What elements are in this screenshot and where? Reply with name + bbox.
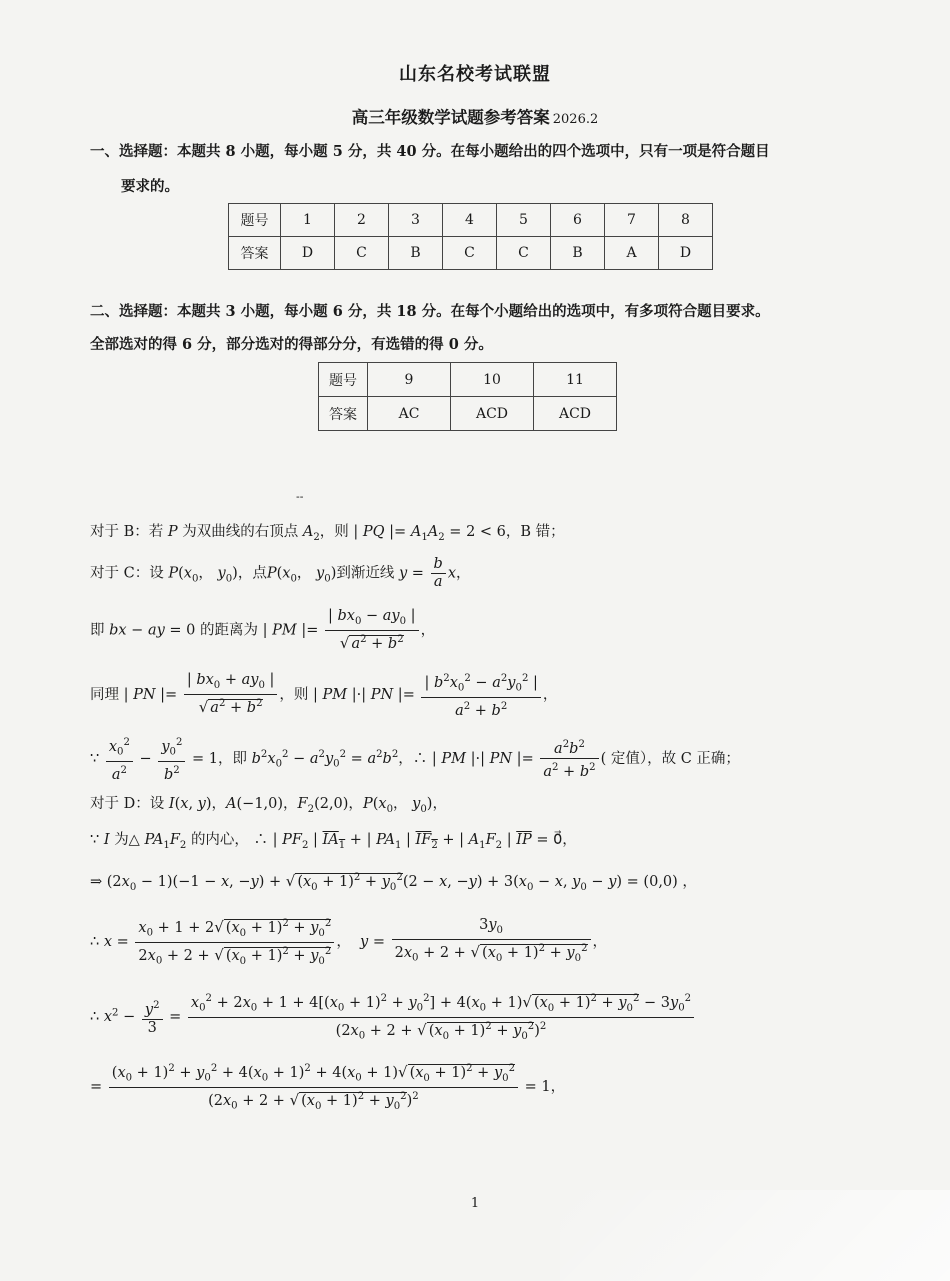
table-cell: 2 xyxy=(335,204,389,237)
table-cell: 8 xyxy=(659,204,713,237)
table-cell: C xyxy=(497,237,551,270)
table-cell: D xyxy=(659,237,713,270)
table-cell: 7 xyxy=(605,204,659,237)
row-label-answer: 答案 xyxy=(319,397,368,431)
title-text: 高三年级数学试题参考答案 xyxy=(351,108,550,127)
stray-mark: -- xyxy=(296,490,304,503)
page-number: 1 xyxy=(470,1196,480,1211)
table-cell: 11 xyxy=(534,363,617,397)
table-cell: 5 xyxy=(497,204,551,237)
section1-heading-cont: 要求的。 xyxy=(121,178,179,195)
table-cell: B xyxy=(551,237,605,270)
table-cell: 1 xyxy=(281,204,335,237)
table-cell: A xyxy=(605,237,659,270)
multi-answer-table xyxy=(318,362,617,431)
section2-heading-cont: 全部选对的得 6 分，部分选对的得部分分，有选错的得 0 分。 xyxy=(90,336,493,353)
solution-line-pn: 同理 | PN |= $\frac{| bx_0 + ay_0 |}{√ a^2 + b^2}$ ，则 | PM |·| PN |= $\frac{| b^2x_0^2 - a^2y_0^2 |}{a^2 + b^2}$ ， xyxy=(90,670,557,720)
table-cell: ACD xyxy=(451,397,534,431)
table-cell: 6 xyxy=(551,204,605,237)
exam-org-title: 山东名校考试联盟 xyxy=(399,64,551,85)
solution-line-constant: ∵ $\frac{x_0^2}{a^2}$ − $\frac{y_0^2}{b^2}$ = 1，即 $b^2x_0^2 - a^2y_0^2 = a^2b^2$，∴ | PM |·| PN |= $\frac{a^2b^2}{a^2 + b^2}$ ( 定值），故 C 正确； xyxy=(90,734,740,784)
section2-heading: 二、选择题：本题共 3 小题，每小题 6 分，共 18 分。在每个小题给出的选项中，有多项符合题目要求。 xyxy=(90,303,770,320)
table-row-questions xyxy=(319,363,617,397)
table-cell: C xyxy=(335,237,389,270)
solution-line-c: 对于 C：设 $P(x_0$， $y_0$)，点$P(x_0$， $y_0$)到渐近线 y = $\frac{b}{a}$ x， xyxy=(90,556,471,590)
solution-line-vector: ⇒ $(2x_0 - 1)(-1 - x$, −y) + √ $(x_0 + 1)^2 + y_0^2(2 - x$, $-y) + 3(x_0 - x$, $y_0 - y) = (0,0)$ ， xyxy=(90,872,697,893)
solution-line-b: 对于 B：若 P 为双曲线的右顶点 $A_2$，则 | PQ |= $A_1A_2 = 2 < 6$，B 错； xyxy=(90,524,565,543)
table-cell: ACD xyxy=(534,397,617,431)
answer-key-title xyxy=(0,104,950,128)
solution-line-distance: 即 bx − ay = 0 的距离为 | PM |= $\frac{| bx_0 - ay_0 |}{√ a^2 + b^2}$ ， xyxy=(90,608,436,652)
solution-line-expand: ∴ $x^2$ − $\frac{y^2}{3}$ = $x_0^2 + 2x_0 + 1 + 4[(x_0 + 1)^2 + y_0^2] + 4(x_0 + 1)√$ $(x_0 + 1)^2 + y_0^2 - 3y_0^2$ ($2x_0 + 2$ + √ $(x_0 + 1)^2 + y_0^2)^2$ xyxy=(90,990,696,1044)
row-label-question: 题号 xyxy=(319,363,368,397)
solution-line-result: = $\frac{(x_0 + 1)^2 + y_0^2 + 4(x_0 + 1)^2 + 4(x_0 + 1)√ (x_0 + 1)^2 + y_0^2}{(2x_0 + 2 + √ (x_0 + 1)^2 + y_0^2)^2}$ = 1， xyxy=(90,1060,565,1114)
section1-heading: 一、选择题：本题共 8 小题，每小题 5 分，共 40 分。在每小题给出的四个选项中，只有一项是符合题目 xyxy=(90,143,770,160)
mc-answer-table xyxy=(228,203,713,270)
exam-date: 2026.2 xyxy=(552,112,599,127)
table-cell: 4 xyxy=(443,204,497,237)
table-cell: B xyxy=(389,237,443,270)
solution-line-d: 对于 D：设 I(x, y)，A(−1,0)，$F_2(2,0)$，$P(x_0$， $y_0$)， xyxy=(90,796,447,815)
row-label-question: 题号 xyxy=(229,204,281,237)
table-cell: 10 xyxy=(451,363,534,397)
table-row-answers xyxy=(319,397,617,431)
solution-line-xy: ∴ x = $\frac{x_0 + 1 + 2√ (x_0 + 1)^2 + y_0^2}{2x_0 + 2 + √ (x_0 + 1)^2 + y_0^2}$ ， y = $\frac{3y_0}{2x_0 + 2 + √ (x_0 + 1)^2 + y_0^2}$ ， xyxy=(90,915,607,969)
table-row-questions xyxy=(229,204,713,237)
table-cell: AC xyxy=(368,397,451,431)
row-label-answer: 答案 xyxy=(229,237,281,270)
table-cell: 3 xyxy=(389,204,443,237)
table-row-answers xyxy=(229,237,713,270)
solution-line-incenter: ∵ I 为△ $PA_1F_2$ 的内心， ∴ | $PF_2$ | $IA_1$ + | $PA_1$ | $IF_2$ + | $A_1F_2$ | $\overline{IP}$ = 0⃗， xyxy=(90,832,577,851)
table-cell: D xyxy=(281,237,335,270)
table-cell: C xyxy=(443,237,497,270)
table-cell: 9 xyxy=(368,363,451,397)
